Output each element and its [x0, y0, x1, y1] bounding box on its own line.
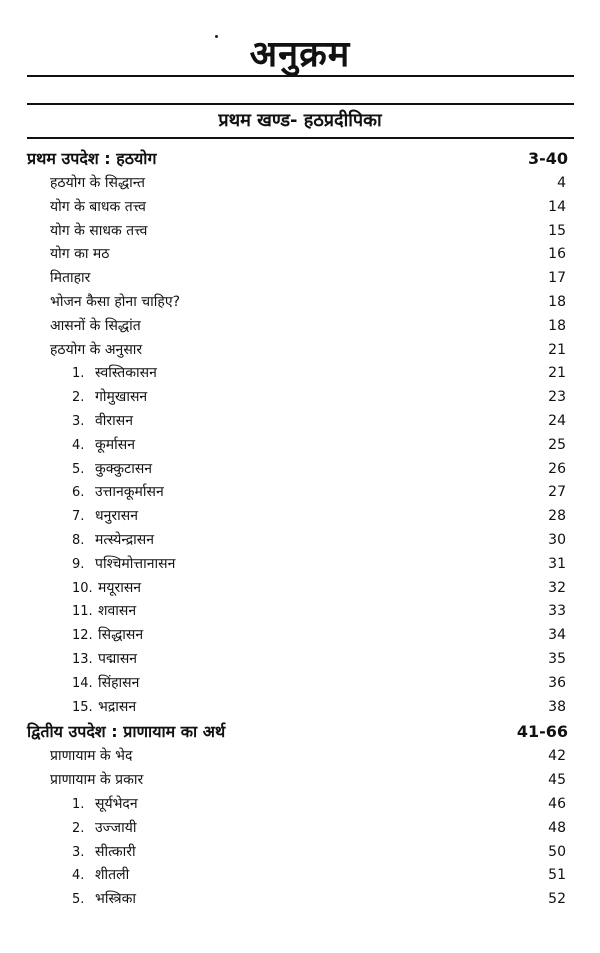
section-top-divider — [27, 103, 574, 105]
entry-label: उज्जायी — [95, 819, 137, 836]
entry-number: 14. — [72, 675, 93, 691]
chapter-entry[interactable] — [0, 719, 600, 745]
page-number: 42 — [548, 748, 566, 765]
page-number: 16 — [548, 246, 566, 263]
entry-number: 12. — [72, 628, 93, 644]
entry-label: वीरासन — [95, 412, 133, 429]
entry-number: 1. — [72, 366, 85, 382]
entry-label: स्वस्तिकासन — [95, 365, 157, 382]
asana-entry[interactable] — [0, 386, 600, 410]
asana-entry[interactable] — [0, 505, 600, 529]
page-number: 38 — [548, 698, 566, 715]
entry-label: आसनों के सिद्धांत — [50, 317, 141, 334]
entry-label: हठयोग के सिद्धान्त — [50, 175, 146, 191]
page-number: 25 — [548, 436, 566, 453]
page-number: 21 — [548, 365, 566, 382]
entry-label: मत्स्येन्द्रासन — [95, 531, 155, 548]
asana-entry[interactable] — [0, 817, 600, 841]
page-number: 41-66 — [516, 722, 568, 742]
page-number: 45 — [548, 772, 566, 789]
entry-label: शीतली — [95, 867, 130, 884]
page-number: 51 — [548, 867, 566, 884]
page-number: 30 — [548, 531, 566, 548]
entry-number: 11. — [72, 604, 93, 620]
entry-number: 4. — [72, 868, 85, 884]
title-divider — [27, 75, 574, 77]
entry-label: कूर्मासन — [95, 436, 135, 453]
asana-entry[interactable] — [0, 529, 600, 553]
entry-label: प्राणायाम के प्रकार — [50, 772, 144, 789]
page-number: 4 — [557, 175, 566, 191]
asana-entry[interactable] — [0, 624, 600, 648]
page-number: 48 — [548, 819, 566, 836]
toc-entry[interactable] — [0, 172, 600, 196]
page-number: 36 — [548, 674, 566, 691]
entry-label: योग के बाधक तत्त्व — [50, 198, 146, 215]
toc-entry[interactable] — [0, 745, 600, 769]
entry-label: उत्तानकूर्मासन — [95, 484, 164, 501]
page-number: 17 — [548, 270, 566, 287]
entry-label: भोजन कैसा होना चाहिए? — [50, 293, 181, 310]
entry-number: 4. — [72, 437, 85, 453]
section-bottom-divider — [27, 137, 574, 139]
entry-number: 2. — [72, 390, 85, 406]
entry-label: सूर्यभेदन — [95, 795, 138, 812]
asana-entry[interactable] — [0, 434, 600, 458]
page-number: 18 — [548, 317, 566, 334]
entry-label: योग का मठ — [50, 246, 110, 263]
entry-number: 10. — [72, 580, 93, 596]
page-number: 23 — [548, 389, 566, 406]
entry-number: 3. — [72, 413, 85, 429]
entry-label: गोमुखासन — [95, 389, 148, 406]
entry-number: 7. — [72, 509, 85, 525]
toc-entry[interactable] — [0, 243, 600, 267]
chapter-entry[interactable] — [0, 146, 600, 172]
page-number: 35 — [548, 650, 566, 667]
entry-label: धनुरासन — [95, 508, 138, 525]
entry-number: 2. — [72, 820, 85, 836]
asana-entry[interactable] — [0, 888, 600, 912]
page-title: अनुक्रम — [249, 33, 351, 75]
entry-label: शवासन — [98, 603, 137, 620]
entry-number: 13. — [72, 651, 93, 667]
section-heading: प्रथम खण्ड- हठप्रदीपिका — [218, 110, 382, 131]
asana-entry[interactable] — [0, 553, 600, 577]
entry-label: पश्चिमोत्तानासन — [95, 555, 176, 572]
asana-entry[interactable] — [0, 410, 600, 434]
page-number: 33 — [548, 603, 566, 620]
entry-label: सीत्कारी — [95, 843, 136, 860]
asana-entry[interactable] — [0, 458, 600, 482]
page-number: 14 — [548, 198, 566, 215]
entry-number: 5. — [72, 461, 85, 477]
toc-entry[interactable] — [0, 339, 600, 363]
entry-number: 3. — [72, 844, 85, 860]
page-number: 31 — [548, 555, 566, 572]
page-number: 52 — [548, 891, 566, 908]
entry-number: 8. — [72, 532, 85, 548]
asana-entry[interactable] — [0, 481, 600, 505]
page-number: 26 — [548, 460, 566, 477]
asana-entry[interactable] — [0, 648, 600, 672]
toc-entry[interactable] — [0, 315, 600, 339]
entry-label: योग के साधक तत्त्व — [50, 222, 148, 239]
asana-entry[interactable] — [0, 793, 600, 817]
page-number: 3-40 — [527, 149, 568, 168]
entry-label: भस्त्रिका — [95, 891, 137, 908]
page-number: 46 — [548, 795, 566, 812]
entry-number: 15. — [72, 699, 93, 715]
page-number: 15 — [548, 222, 566, 239]
asana-entry[interactable] — [0, 841, 600, 865]
entry-label: हठयोग के अनुसार — [50, 341, 143, 358]
asana-entry[interactable] — [0, 577, 600, 601]
page-number: 32 — [548, 579, 566, 596]
entry-number: 5. — [72, 892, 85, 908]
entry-label: प्राणायाम के भेद — [50, 748, 133, 765]
page-number: 50 — [548, 843, 566, 860]
entry-label: सिद्धासन — [98, 627, 144, 644]
entry-number: 1. — [72, 796, 85, 812]
asana-entry[interactable] — [0, 600, 600, 624]
entry-label: सिंहासन — [98, 674, 140, 691]
toc-entry[interactable] — [0, 196, 600, 220]
asana-entry[interactable] — [0, 362, 600, 386]
page-number: 27 — [548, 484, 566, 501]
toc-entry[interactable] — [0, 267, 600, 291]
asana-entry[interactable] — [0, 672, 600, 696]
entry-label: मयूरासन — [98, 579, 142, 596]
toc-entry[interactable] — [0, 291, 600, 315]
toc-entry[interactable] — [0, 769, 600, 793]
entry-label: द्वितीय उपदेश : प्राणायाम का अर्थ — [27, 722, 226, 742]
page-number: 28 — [548, 508, 566, 525]
entry-label: पद्मासन — [98, 650, 138, 667]
entry-label: प्रथम उपदेश : हठयोग — [27, 149, 157, 168]
entry-number: 9. — [72, 556, 85, 572]
asana-entry[interactable] — [0, 864, 600, 888]
entry-number: 6. — [72, 485, 85, 501]
entry-label: भद्रासन — [98, 698, 137, 715]
page-number: 21 — [548, 341, 566, 358]
entry-label: कुक्कुटासन — [95, 460, 153, 477]
toc-entry[interactable] — [0, 220, 600, 244]
table-of-contents — [0, 146, 600, 912]
entry-label: मिताहार — [50, 270, 91, 287]
page-number: 34 — [548, 627, 566, 644]
page-number: 24 — [548, 412, 566, 429]
page-number: 18 — [548, 293, 566, 310]
asana-entry[interactable] — [0, 696, 600, 720]
